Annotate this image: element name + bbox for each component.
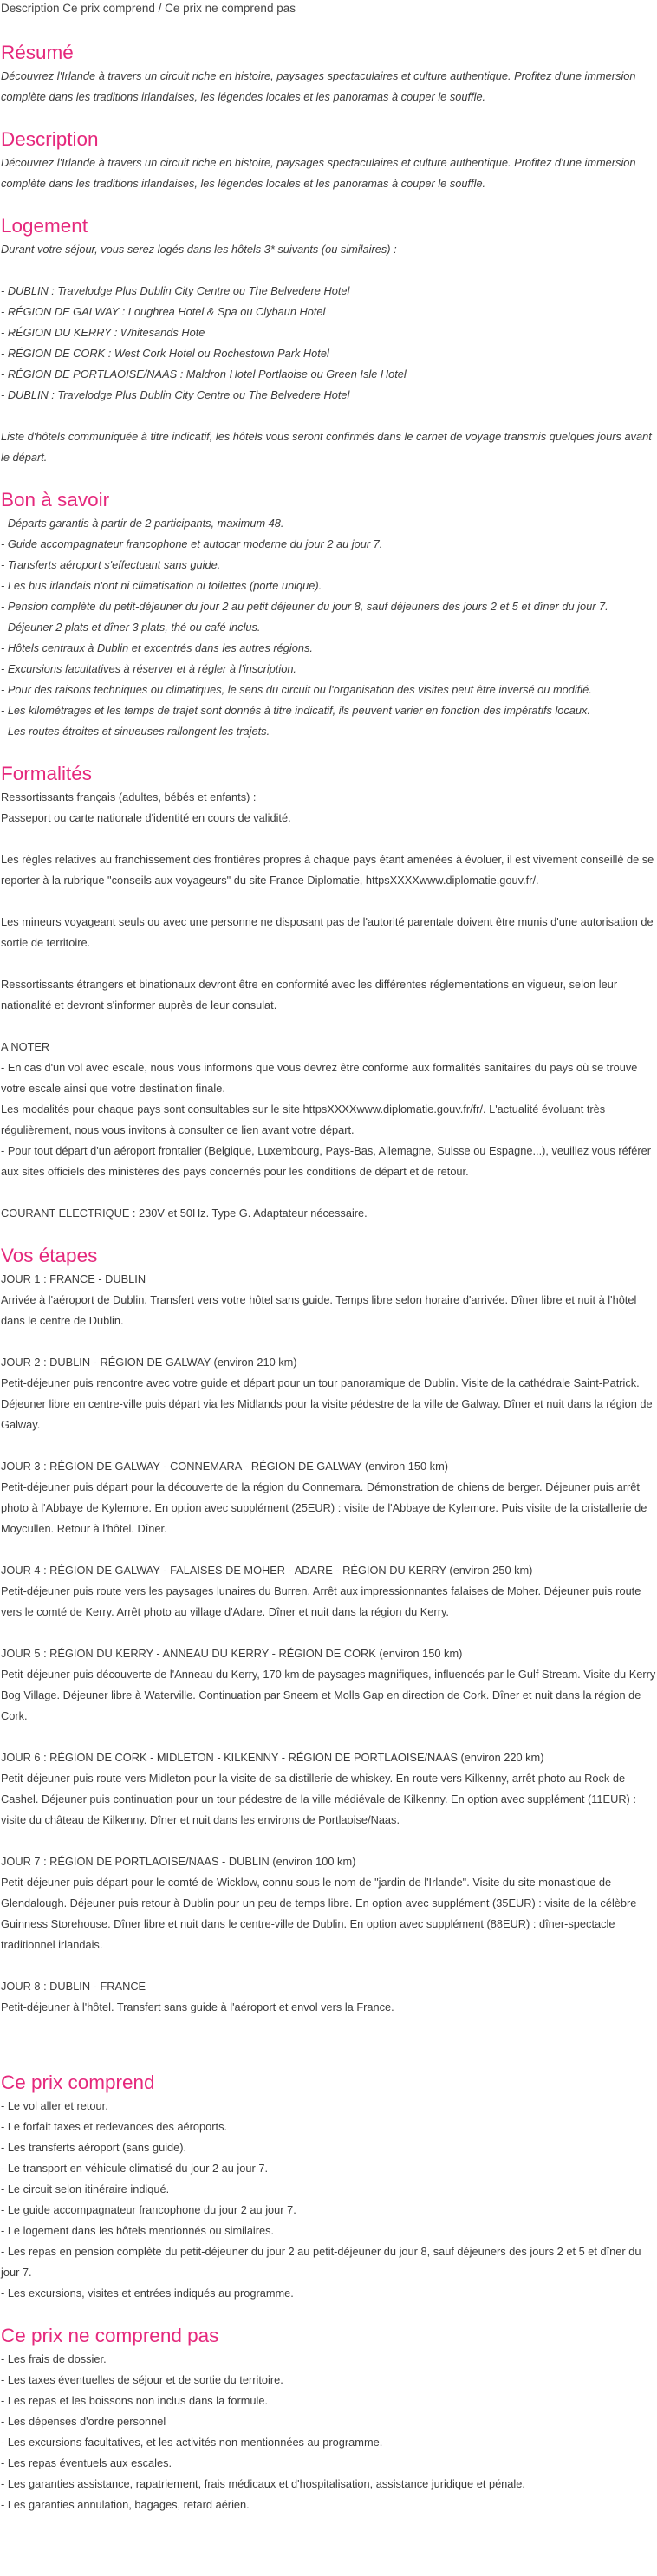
day-heading: JOUR 1 : FRANCE - DUBLIN [1, 1272, 146, 1285]
list-item: - Les routes étroites et sinueuses rallongent les trajets. [1, 725, 270, 738]
list-item: - Guide accompagnateur francophone et autocar moderne du jour 2 au jour 7. [1, 537, 383, 550]
ne-comprend-pas-section [1, 2323, 657, 2515]
day-text: Petit-déjeuner puis route vers Midleton pour la visite de sa distillerie de whiskey. En route vers Kilkenny, arrêt photo au Rock de Cashel. Déjeuner puis continuation pour un tour pédestre de la ville médiévale de Kilkenny. En option avec supplément (11EUR) : visite du château de Kilkenny. Dîner et nuit dans les environs de Portlaoise/Naas. [1, 1772, 636, 1826]
list-item: - Le circuit selon itinéraire indiqué. [1, 2182, 170, 2195]
day-heading: JOUR 3 : RÉGION DE GALWAY - CONNEMARA - RÉGION DE GALWAY (environ 150 km) [1, 1460, 449, 1473]
logement-intro: Durant votre séjour, vous serez logés dans les hôtels 3* suivants (ou similaires) : [1, 243, 397, 256]
day-heading: JOUR 8 : DUBLIN - FRANCE [1, 1980, 146, 1993]
formalites-p3: Les mineurs voyageant seuls ou avec une personne ne disposant pas de l'autorité parentale doivent être munis d'une autorisation de sortie de territoire. [1, 915, 654, 949]
tab-description[interactable]: Description [1, 2, 60, 15]
list-item: - Hôtels centraux à Dublin et excentrés dans les autres régions. [1, 641, 313, 654]
resume-section [1, 40, 657, 107]
list-item: - Les frais de dossier. [1, 2352, 107, 2365]
list-item: - Les kilométrages et les temps de trajet sont donnés à titre indicatif, ils peuvent varier en fonction des impératifs locaux. [1, 704, 590, 717]
etapes-section [1, 1243, 657, 2018]
list-item: - Le transport en véhicule climatisé du jour 2 au jour 7. [1, 2162, 269, 2175]
anoter-2: Les modalités pour chaque pays sont consultables sur le site httpsXXXXwww.diplomatie.gouv.fr/fr/. L'actualité évoluant très régulièrement, nous vous invitons à consulter ce lien avant votre départ. [1, 1103, 606, 1136]
description-section [1, 127, 657, 194]
list-item: - Le forfait taxes et redevances des aéroports. [1, 2120, 228, 2133]
logement-title: Logement [1, 215, 88, 237]
day-heading: JOUR 6 : RÉGION DE CORK - MIDLETON - KILKENNY - RÉGION DE PORTLAOISE/NAAS (environ 220 km) [1, 1751, 544, 1764]
etapes-title: Vos étapes [1, 1245, 98, 1266]
formalites-p2: Les règles relatives au franchissement des frontières propres à chaque pays étant amenées à évoluer, il est vivement conseillé de se reporter à la rubrique "conseils aux voyageurs" du site France Diplomatie, httpsXXXXwww.diplomatie.gouv.fr/. [1, 853, 654, 887]
description-title: Description [1, 128, 99, 150]
bon-a-savoir-section [1, 487, 657, 742]
logement-note: Liste d'hôtels communiquée à titre indicatif, les hôtels vous seront confirmés dans le carnet de voyage transmis quelques jours avant le départ. [1, 430, 652, 464]
comprend-title: Ce prix comprend [1, 2072, 155, 2093]
tab-includes[interactable]: Ce prix comprend [62, 2, 155, 15]
list-item: - Les garanties assistance, rapatriement, frais médicaux et d'hospitalisation, assistance juridique et pénale. [1, 2477, 525, 2490]
formalites-section [1, 761, 657, 1224]
day-heading: JOUR 7 : RÉGION DE PORTLAOISE/NAAS - DUBLIN (environ 100 km) [1, 1855, 356, 1868]
list-item: - Les repas et les boissons non inclus dans la formule. [1, 2394, 269, 2407]
day-text: Arrivée à l'aéroport de Dublin. Transfert vers votre hôtel sans guide. Temps libre selon horaire d'arrivée. Dîner libre et nuit à l'hôtel dans le centre de Dublin. [1, 1293, 637, 1327]
list-item: - Les dépenses d'ordre personnel [1, 2415, 166, 2428]
anoter-3: - Pour tout départ d'un aéroport frontalier (Belgique, Luxembourg, Pays-Bas, Allemagne, Suisse ou Espagne...), veuillez vous référer aux sites officiels des ministères des pays concernés pour les conditions de départ et de retour. [1, 1144, 652, 1178]
formalites-p4: Ressortissants étrangers et binationaux devront être en conformité avec les différentes réglementations en vigueur, selon leur nationalité et devront s'informer auprès de leur consulat. [1, 978, 618, 1012]
anoter-1: - En cas d'un vol avec escale, nous vous informons que vous devrez être conforme aux formalités sanitaires du pays où se trouve votre escale ainsi que votre destination finale. [1, 1061, 638, 1095]
formalites-p1-line1: Ressortissants français (adultes, bébés et enfants) : [1, 790, 257, 803]
day-heading: JOUR 2 : DUBLIN - RÉGION DE GALWAY (environ 210 km) [1, 1356, 297, 1369]
list-item: - Pension complète du petit-déjeuner du jour 2 au petit déjeuner du jour 8, sauf déjeuners des jours 2 et 5 et dîner du jour 7. [1, 600, 608, 613]
comprend-section [1, 2070, 657, 2304]
list-item: - Le logement dans les hôtels mentionnés ou similaires. [1, 2224, 275, 2237]
list-item: - Départs garantis à partir de 2 participants, maximum 48. [1, 517, 284, 530]
list-item: - RÉGION DE GALWAY : Loughrea Hotel & Spa ou Clybaun Hotel [1, 305, 326, 318]
ne-comprend-pas-title: Ce prix ne comprend pas [1, 2325, 219, 2346]
resume-text: Découvrez l'Irlande à travers un circuit riche en histoire, paysages spectaculaires et culture authentique. Profitez d'une immersion complète dans les traditions irlandaises, les légendes locales et les panoramas à couper le souffle. [1, 69, 636, 103]
list-item: - Le guide accompagnateur francophone du jour 2 au jour 7. [1, 2203, 296, 2216]
list-item: - RÉGION DE CORK : West Cork Hotel ou Rochestown Park Hotel [1, 347, 329, 360]
day-text: Petit-déjeuner puis départ pour la découverte de la région du Connemara. Démonstration de chiens de berger. Déjeuner puis arrêt photo à l'Abbaye de Kylemore. En option avec supplément (25EUR) : visite de l'Abbaye de Kylemore. Puis visite de la cristallerie de Moycullen. Retour à l'hôtel. Dîner. [1, 1480, 647, 1535]
list-item: - Les bus irlandais n'ont ni climatisation ni toilettes (porte unique). [1, 579, 322, 592]
tab-separator: / [158, 2, 162, 15]
courant-electrique: COURANT ELECTRIQUE : 230V et 50Hz. Type G. Adaptateur nécessaire. [1, 1207, 368, 1220]
list-item: - Transferts aéroport s'effectuant sans guide. [1, 558, 221, 571]
list-item: - Les excursions, visites et entrées indiqués au programme. [1, 2287, 294, 2300]
day-text: Petit-déjeuner puis route vers les paysages lunaires du Burren. Arrêt aux impressionnantes falaises de Moher. Déjeuner puis route vers le comté de Kerry. Arrêt photo au village d'Adare. Dîner et nuit dans la région du Kerry. [1, 1584, 641, 1618]
day-text: Petit-déjeuner à l'hôtel. Transfert sans guide à l'aéroport et envol vers la France. [1, 2000, 394, 2013]
bon-a-savoir-title: Bon à savoir [1, 489, 110, 511]
list-item: - Les taxes éventuelles de séjour et de sortie du territoire. [1, 2373, 283, 2386]
day-heading: JOUR 5 : RÉGION DU KERRY - ANNEAU DU KERRY - RÉGION DE CORK (environ 150 km) [1, 1647, 463, 1660]
list-item: - RÉGION DU KERRY : Whitesands Hote [1, 326, 205, 339]
day-heading: JOUR 4 : RÉGION DE GALWAY - FALAISES DE MOHER - ADARE - RÉGION DU KERRY (environ 250 km) [1, 1564, 533, 1577]
list-item: - Pour des raisons techniques ou climatiques, le sens du circuit ou l'organisation des visites peut être inversé ou modifié. [1, 683, 592, 696]
list-item: - Les garanties annulation, bagages, retard aérien. [1, 2498, 250, 2511]
list-item: - DUBLIN : Travelodge Plus Dublin City Centre ou The Belvedere Hotel [1, 388, 350, 401]
list-item: - Déjeuner 2 plats et dîner 3 plats, thé ou café inclus. [1, 621, 261, 634]
list-item: - DUBLIN : Travelodge Plus Dublin City Centre ou The Belvedere Hotel [1, 284, 350, 297]
day-text: Petit-déjeuner puis découverte de l'Anneau du Kerry, 170 km de paysages magnifiques, influencés par le Gulf Stream. Visite du Kerry Bog Village. Déjeuner libre à Waterville. Continuation par Sneem et Molls Gap en direction de Cork. Dîner et nuit dans la région de Cork. [1, 1668, 656, 1722]
tab-excludes[interactable]: Ce prix ne comprend pas [165, 2, 296, 15]
day-text: Petit-déjeuner puis rencontre avec votre guide et départ pour un tour panoramique de Dublin. Visite de la cathédrale Saint-Patrick. Déjeuner libre en centre-ville puis départ via les Midlands pour la visite pédestre de la ville de Galway. Dîner et nuit dans la région de Galway. [1, 1376, 653, 1431]
list-item: - Les repas éventuels aux escales. [1, 2456, 172, 2469]
logement-section [1, 213, 657, 468]
anoter-title: A NOTER [1, 1040, 50, 1053]
list-item: - Les excursions facultatives, et les activités non mentionnées au programme. [1, 2436, 383, 2449]
resume-title: Résumé [1, 42, 74, 63]
tab-bar [1, 0, 657, 17]
day-text: Petit-déjeuner puis départ pour le comté de Wicklow, connu sous le nom de "jardin de l'Irlande". Visite du site monastique de Glendalough. Déjeuner puis retour à Dublin pour un peu de temps libre. En option avec supplément (35EUR) : visite de la célèbre Guinness Storehouse. Dîner libre et nuit dans le centre-ville de Dublin. En option avec supplément (88EUR) : dîner-spectacle traditionnel irlandais. [1, 1876, 637, 1951]
list-item: - Les transferts aéroport (sans guide). [1, 2141, 187, 2154]
list-item: - RÉGION DE PORTLAOISE/NAAS : Maldron Hotel Portlaoise ou Green Isle Hotel [1, 368, 407, 381]
list-item: - Le vol aller et retour. [1, 2099, 108, 2112]
description-text: Découvrez l'Irlande à travers un circuit riche en histoire, paysages spectaculaires et culture authentique. Profitez d'une immersion complète dans les traditions irlandaises, les légendes locales et les panoramas à couper le souffle. [1, 156, 636, 190]
list-item: - Excursions facultatives à réserver et à régler à l'inscription. [1, 662, 296, 675]
formalites-p1-line2: Passeport ou carte nationale d'identité en cours de validité. [1, 811, 291, 824]
formalites-title: Formalités [1, 763, 93, 784]
list-item: - Les repas en pension complète du petit-déjeuner du jour 2 au petit-déjeuner du jour 8, sauf déjeuners des jours 2 et 5 et dîner du jour 7. [1, 2245, 641, 2279]
